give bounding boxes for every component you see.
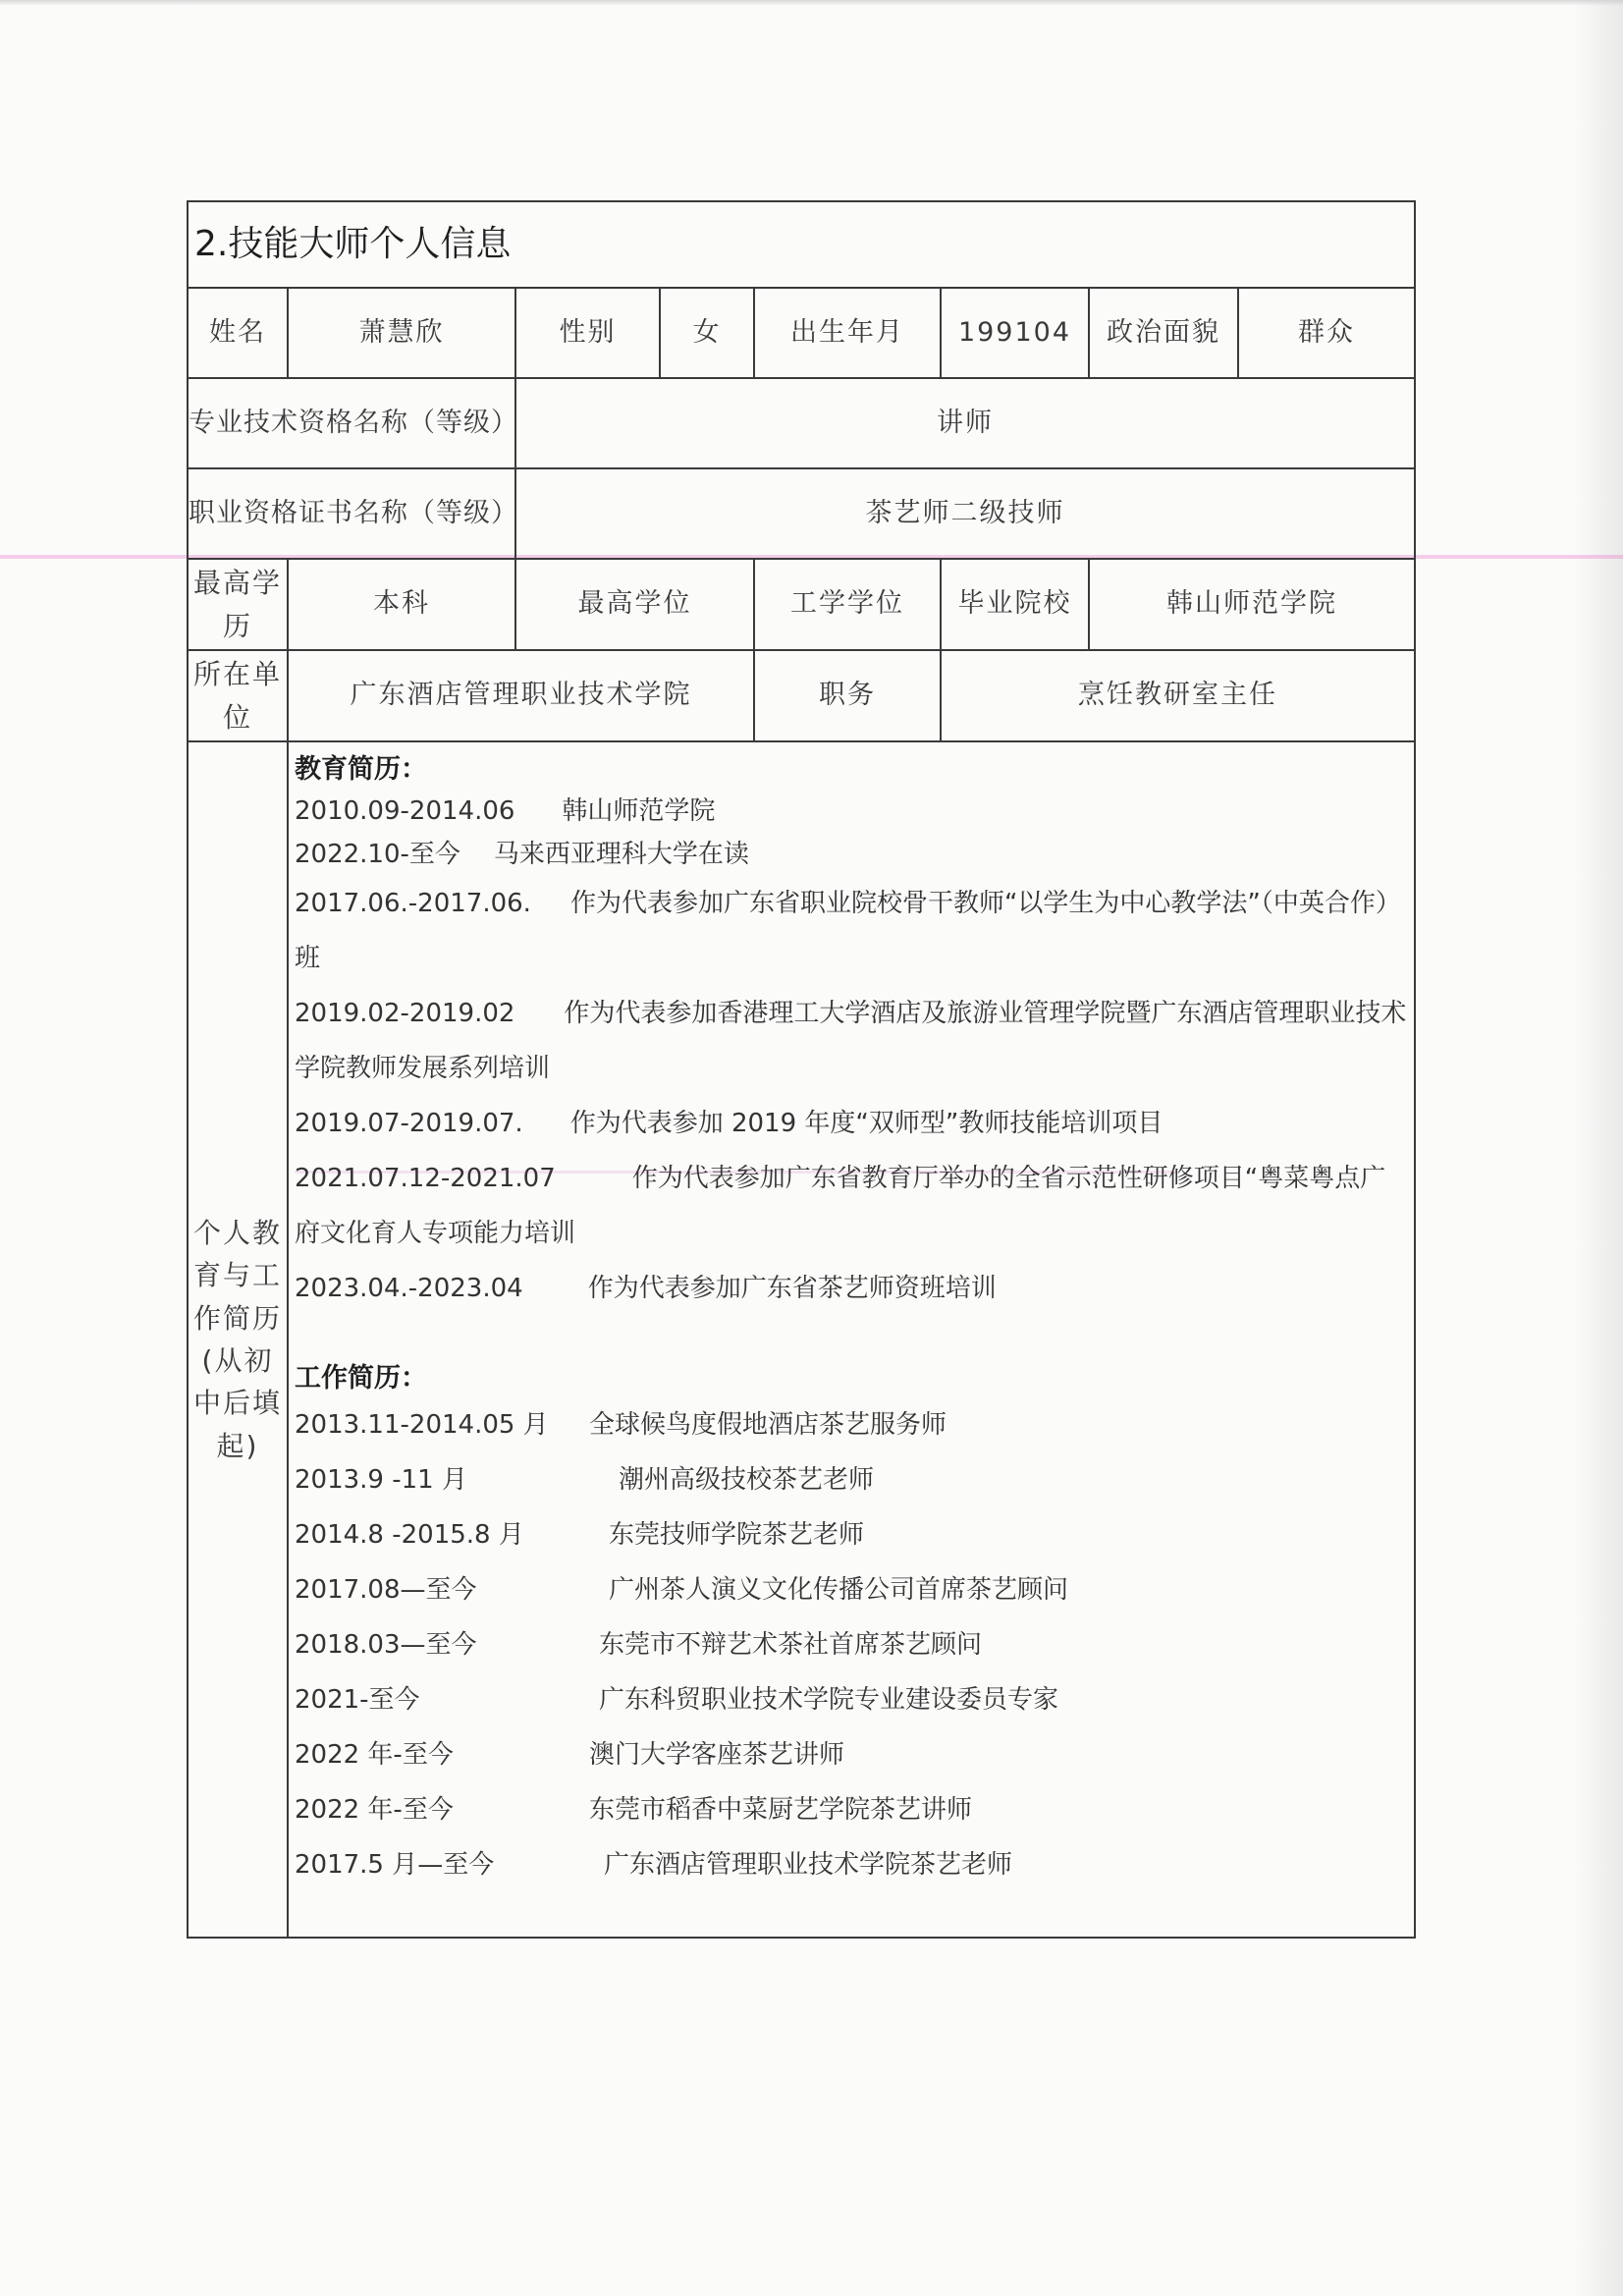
scan-shadow: [1574, 0, 1623, 2296]
education-history-list: [295, 790, 1410, 1316]
work-history-entry: [295, 1837, 1410, 1892]
entry-text: 韩山师范学院: [562, 796, 716, 827]
entry-period: 2013.11-2014.05 月: [295, 1409, 549, 1440]
birth-label: 出生年月: [754, 288, 941, 378]
work-history-entry: [295, 1397, 1410, 1452]
entry-text: 全球候鸟度假地酒店茶艺服务师: [589, 1409, 947, 1440]
entry-text: 作为代表参加广东省茶艺师资班培训: [587, 1274, 997, 1304]
professional-title-label: 专业技术资格名称（等级）: [188, 378, 515, 468]
entry-text: 东莞技师学院茶艺老师: [609, 1519, 865, 1550]
entry-text: 潮州高级技校茶艺老师: [619, 1464, 875, 1495]
entry-period: 2022 年-至今: [295, 1739, 454, 1770]
degree-label: 最高学位: [515, 559, 754, 650]
section-title: 2.技能大师个人信息: [188, 201, 1415, 288]
work-history-entry: [295, 1672, 1410, 1727]
work-history-entry: [295, 1727, 1410, 1782]
education-history-entry: [295, 1261, 1410, 1316]
employer-value: 广东酒店管理职业技术学院: [288, 650, 754, 741]
education-history-entry: [295, 876, 1410, 986]
entry-text: 广州茶人演义文化传播公司首席茶艺顾问: [609, 1574, 1069, 1605]
entry-period: 2017.06.-2017.06.: [295, 889, 531, 919]
entry-text: 马来西亚理科大学在读: [493, 840, 749, 870]
entry-period: 2021-至今: [295, 1684, 420, 1715]
scan-edge: [0, 0, 1623, 6]
history-content: [288, 741, 1415, 1938]
education-history-entry: [295, 833, 1410, 876]
vocational-cert-value: 茶艺师二级技师: [515, 468, 1415, 559]
entry-period: 2018.03—至今: [295, 1629, 477, 1660]
vocational-cert-label: 职业资格证书名称（等级）: [188, 468, 515, 559]
school-label: 毕业院校: [941, 559, 1089, 650]
name-label: 姓名: [188, 288, 288, 378]
education-history-entry: [295, 986, 1410, 1096]
entry-period: 2010.09-2014.06: [295, 796, 515, 827]
position-label: 职务: [754, 650, 941, 741]
entry-text: 作为代表参加香港理工大学酒店及旅游业管理学院暨广东酒店管理职业技术学院教师发展系列培训: [295, 999, 1407, 1084]
work-history-entry: [295, 1782, 1410, 1837]
political-label: 政治面貌: [1089, 288, 1238, 378]
entry-period: 2021.07.12-2021.07: [295, 1164, 556, 1194]
education-history-entry: [295, 1096, 1410, 1151]
entry-text: 东莞市稻香中菜厨艺学院茶艺讲师: [589, 1794, 973, 1825]
entry-text: 作为代表参加广东省职业院校骨干教师“以学生为中心教学法”（中英合作）班: [295, 889, 1401, 974]
education-history-heading: 教育简历：: [295, 754, 427, 785]
school-value: 韩山师范学院: [1089, 559, 1415, 650]
entry-text: 广东科贸职业技术学院专业建设委员专家: [599, 1684, 1059, 1715]
entry-text: 广东酒店管理职业技术学院茶艺老师: [604, 1849, 1013, 1880]
entry-period: 2022 年-至今: [295, 1794, 454, 1825]
work-history-heading: 工作简历：: [295, 1363, 427, 1394]
entry-period: 2013.9 -11 月: [295, 1464, 467, 1495]
education-history-entry: [295, 790, 1410, 833]
professional-title-value: 讲师: [515, 378, 1415, 468]
gender-label: 性别: [515, 288, 660, 378]
entry-period: 2014.8 -2015.8 月: [295, 1519, 524, 1550]
entry-period: 2019.07-2019.07.: [295, 1109, 523, 1139]
history-label: 个人教育与工作简历(从初中后填起): [188, 741, 288, 1938]
degree-value: 工学学位: [754, 559, 941, 650]
education-value: 本科: [288, 559, 515, 650]
entry-text: 东莞市不辩艺术茶社首席茶艺顾问: [599, 1629, 983, 1660]
employer-label: 所在单位: [188, 650, 288, 741]
entry-period: 2017.5 月—至今: [295, 1849, 495, 1880]
work-history-list: [295, 1397, 1410, 1892]
work-history-entry: [295, 1452, 1410, 1507]
education-label: 最高学历: [188, 559, 288, 650]
entry-text: 作为代表参加广东省教育厅举办的全省示范性研修项目“粤菜粤点广府文化育人专项能力培训: [295, 1164, 1386, 1249]
work-history-entry: [295, 1507, 1410, 1562]
work-history-entry: [295, 1617, 1410, 1672]
education-history-entry: [295, 1151, 1410, 1261]
entry-text: 澳门大学客座茶艺讲师: [589, 1739, 845, 1770]
entry-period: 2023.04.-2023.04: [295, 1274, 523, 1304]
name-value: 萧慧欣: [288, 288, 515, 378]
entry-period: 2017.08—至今: [295, 1574, 477, 1605]
work-history-entry: [295, 1562, 1410, 1617]
entry-period: 2019.02-2019.02: [295, 999, 515, 1029]
entry-period: 2022.10-至今: [295, 840, 460, 870]
position-value: 烹饪教研室主任: [941, 650, 1415, 741]
birth-value: 199104: [941, 288, 1089, 378]
political-value: 群众: [1238, 288, 1415, 378]
master-info-form: [187, 200, 1416, 1939]
entry-text: 作为代表参加 2019 年度“双师型”教师技能培训项目: [569, 1109, 1163, 1139]
gender-value: 女: [660, 288, 754, 378]
